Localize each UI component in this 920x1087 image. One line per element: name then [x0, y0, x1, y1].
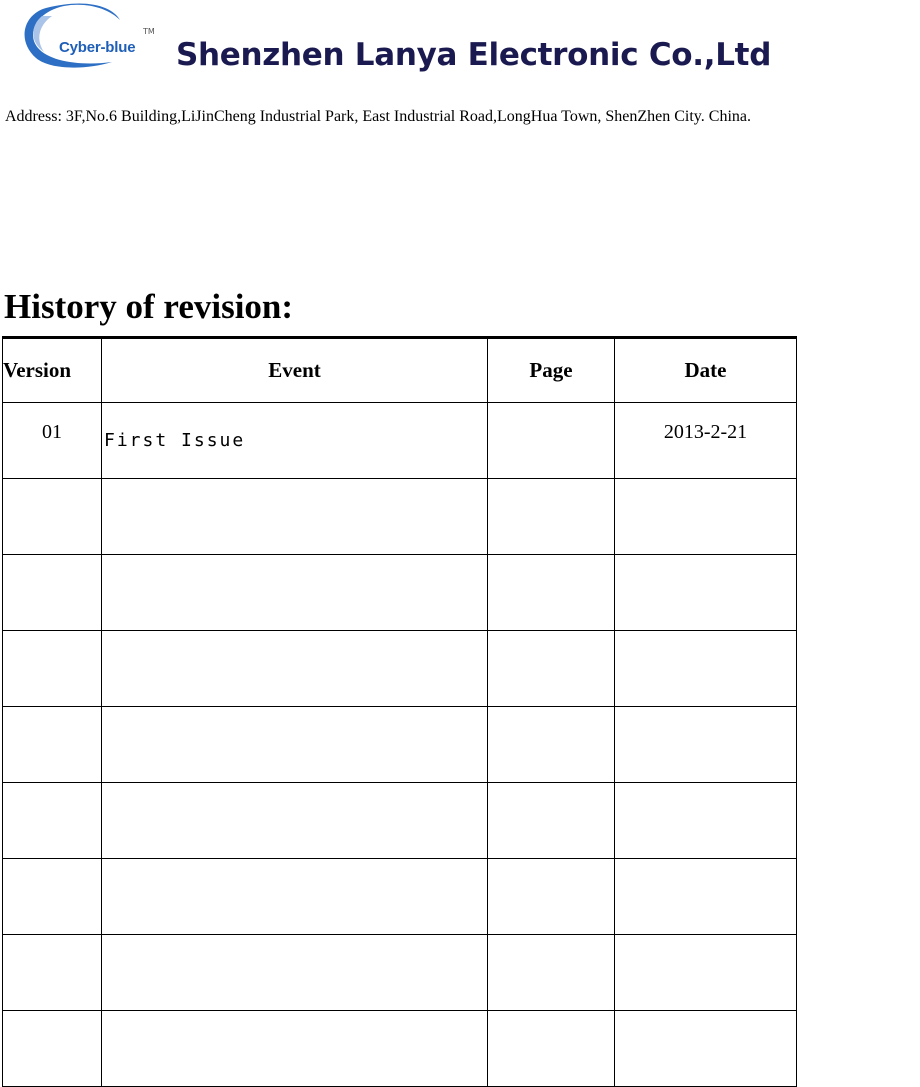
table-header-row: [3, 338, 797, 403]
cell-version: [3, 479, 102, 555]
cell-date: [615, 859, 797, 935]
cell-page: [488, 479, 615, 555]
cell-date: [615, 555, 797, 631]
table-row: [3, 631, 797, 707]
cell-version: [3, 783, 102, 859]
cell-date: [615, 935, 797, 1011]
table-row: [3, 859, 797, 935]
cell-event: First Issue: [102, 403, 488, 479]
cell-page: [488, 707, 615, 783]
column-header-date: Date: [615, 338, 797, 403]
cell-date: [615, 1011, 797, 1087]
cell-version: [3, 859, 102, 935]
cell-page: [488, 783, 615, 859]
cell-event: [102, 555, 488, 631]
cell-event: [102, 935, 488, 1011]
logo-trademark: TM: [143, 27, 155, 36]
cell-version: [3, 935, 102, 1011]
cell-event: [102, 479, 488, 555]
cell-event: [102, 1011, 488, 1087]
cell-date: [615, 783, 797, 859]
cell-version: 01: [3, 403, 102, 479]
company-logo: [16, 0, 158, 72]
cell-date: [615, 479, 797, 555]
cell-page: [488, 555, 615, 631]
logo-swoosh-icon: [16, 0, 158, 72]
logo-text: Cyber-blue: [59, 39, 136, 56]
cell-version: [3, 707, 102, 783]
cell-version: [3, 631, 102, 707]
table-row: [3, 935, 797, 1011]
cell-date: 2013-2-21: [615, 403, 797, 479]
table-row: [3, 707, 797, 783]
cell-page: [488, 859, 615, 935]
company-address: Address: 3F,No.6 Building,LiJinCheng Industrial Park, East Industrial Road,LongHua Town, ShenZhen City. China.: [5, 108, 751, 125]
column-header-version: Version: [3, 338, 102, 403]
cell-event: [102, 631, 488, 707]
cell-version: [3, 555, 102, 631]
cell-page: [488, 403, 615, 479]
cell-date: [615, 631, 797, 707]
cell-event: [102, 707, 488, 783]
table-row: [3, 403, 797, 479]
table-row: [3, 783, 797, 859]
cell-date: [615, 707, 797, 783]
cell-version: [3, 1011, 102, 1087]
company-name: Shenzhen Lanya Electronic Co.,Ltd: [176, 37, 772, 73]
cell-event: [102, 859, 488, 935]
table-row: [3, 479, 797, 555]
column-header-page: Page: [488, 338, 615, 403]
table-row: [3, 555, 797, 631]
revision-rows: [3, 403, 797, 1087]
revision-history-title: History of revision:: [4, 287, 294, 326]
cell-event: [102, 783, 488, 859]
cell-page: [488, 935, 615, 1011]
column-header-event: Event: [102, 338, 488, 403]
cell-page: [488, 631, 615, 707]
revision-history-table: [2, 336, 797, 1087]
table-row: [3, 1011, 797, 1087]
cell-page: [488, 1011, 615, 1087]
